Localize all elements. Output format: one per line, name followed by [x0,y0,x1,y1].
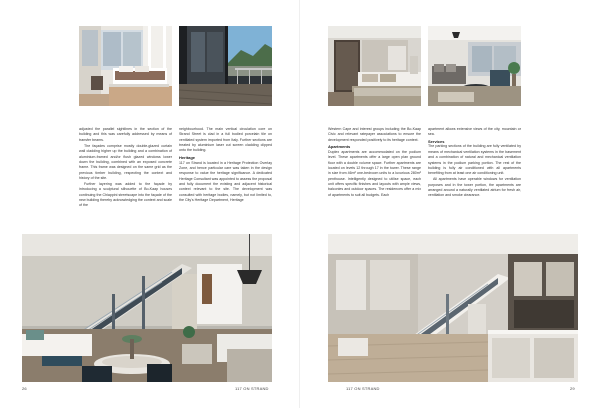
photo-lounge [428,26,521,106]
paragraph: All apartments have operable windows for ventilation purposes and in the tower portion, the apartments are arranged around a naturally ventilated atrium for fresh air, ventilation and smoke clearance. [428,177,521,198]
paragraph: neighbourhood. The main vertical circulation core on Strand Street is clad in a full bodied porcelain tile on ventilated system imported from Italy. Further sections are treated by aluminium laser cut screen cladding clipped onto the building. [179,127,272,153]
photo-bedroom [79,26,172,106]
paragraph: apartment allows extensive views of the city, mountain or sea. [428,127,521,137]
paragraph: The parking sections of the building are fully ventilated by means of mechanical ventilation systems in the basement and a combination of natural and mechanical ventilation systems in the podium parking portion. The rest of the building is fully air conditioned with all apartments benefiting from at least one air conditioning unit. [428,144,521,176]
section-heading-services: Services [428,138,445,144]
photo-kitchen-staircase [328,234,578,382]
right-page [300,0,600,408]
living-room-illustration [22,234,272,382]
bedroom-illustration [79,26,172,106]
paragraph: Duplex apartments are accommodated on the podium level. These apartments offer a large open plan ground floor with a double volume space. Further apartments are located on levels 12 through 17 in the tower. These range in size from 46m² one-bedroom units to a luxurious 280m² penthouse. Intelligently designed to utilise space, each unit offers specific finishes and layouts with ample views, balconies and outdoor spaces. The residences offer a mix of apartments to suit all budgets. Each [328,149,421,197]
paragraph: Western Cape and interest groups including the Bo-Kaap Civic and relevant ratepayer associations to ensure the development responded positively to its heritage context. [328,127,421,142]
section-heading-heritage: Heritage [179,154,196,160]
lounge-illustration [428,26,521,106]
paragraph: Further layering was added to the façade by introducing a sculptural silhouette of Bo-Kaap houses continuing the Chiappini streetscape into the façade of the new building thereby acknowledging the context and scale of the [79,182,172,208]
photo-living-staircase [22,234,272,382]
photo-balcony [179,26,272,106]
running-footer: 117 ON STRAND [346,386,380,391]
balcony-illustration [179,26,272,106]
right-page-column-1 [328,127,421,227]
page-number: 29 [570,386,575,391]
right-page-column-2 [428,127,521,227]
page-number: 26 [22,386,27,391]
running-footer: 117 ON STRAND [235,386,269,391]
paragraph: The façades comprise mostly double-glazed curtain wall cladding higher up the building and a combination of aluminium-framed and/or flush glazed windows lower down the building, combined with an exposed concrete frame. This frame was designed on the same grid as the previous timber building, respecting the context and history of the site. [79,143,172,180]
bedroom-door-illustration [328,26,421,106]
left-page-column-2 [179,127,272,227]
left-page-column-1 [79,127,172,227]
kitchen-illustration [328,234,578,382]
paragraph: 117 on Strand is located in a Heritage Protection Overlay Zone, and hence particular care was taken in the design response to value the heritage significance. A dedicated Heritage Consultant was appointed to assess the proposal and fully document the existing and adjacent historical context relevant to the site. The development was consulted with heritage bodies, namely, but not limited to, the City's Heritage Department, Heritage [179,160,272,202]
section-heading-apartments: Apartments [328,144,351,150]
photo-bedroom-sliding-door [328,26,421,106]
paragraph: adjusted the parallel sightlines in the section of the building and this was carefully addressed by means of transfer beams. [79,127,172,142]
